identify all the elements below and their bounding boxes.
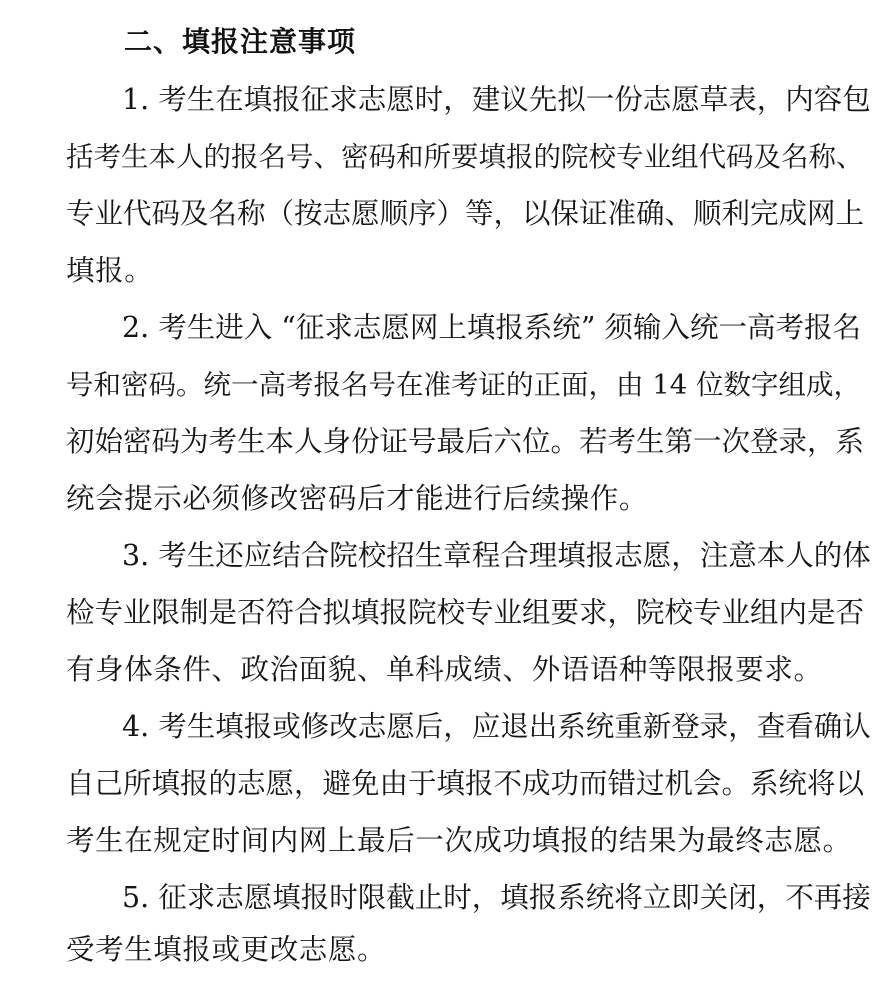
section-heading: 二、填报注意事项 — [124, 25, 357, 58]
notice-line: 填报。 — [66, 254, 154, 287]
notice-line: 有身体条件、政治面貌、单科成绩、外语语种等限报要求。 — [66, 653, 823, 686]
notice-line: 括考生本人的报名号、密码和所要填报的院校专业组代码及名称、 — [66, 141, 864, 173]
notice-line: 统会提示必须修改密码后才能进行后续操作。 — [66, 482, 649, 515]
notice-line: 4. 考生填报或修改志愿后，应退出系统重新登录，查看确认 — [122, 710, 871, 743]
notice-line: 2. 考生进入 “征求志愿网上填报系统” 须输入统一高考报名 — [122, 311, 862, 344]
notice-line: 考生在规定时间内网上最后一次成功填报的结果为最终志愿。 — [66, 824, 852, 857]
notice-line: 号和密码。统一高考报名号在准考证的正面，由 14 位数字组成， — [66, 369, 861, 401]
notice-line: 3. 考生还应结合院校招生章程合理填报志愿，注意本人的体 — [122, 539, 871, 572]
notice-line: 5. 征求志愿填报时限截止时，填报系统将立即关闭，不再接 — [122, 881, 871, 914]
notice-line: 专业代码及名称（按志愿顺序）等，以保证准确、顺利完成网上 — [66, 197, 865, 230]
notice-line: 1. 考生在填报征求志愿时，建议先拟一份志愿草表，内容包 — [122, 83, 871, 116]
notice-line: 检专业限制是否符合拟填报院校专业组要求，院校专业组内是否 — [66, 596, 865, 629]
notice-line: 初始密码为考生本人身份证号最后六位。若考生第一次登录，系 — [66, 425, 865, 458]
notice-line: 受考生填报或更改志愿。 — [66, 933, 387, 966]
notice-line: 自己所填报的志愿，避免由于填报不成功而错过机会。系统将以 — [66, 767, 865, 800]
